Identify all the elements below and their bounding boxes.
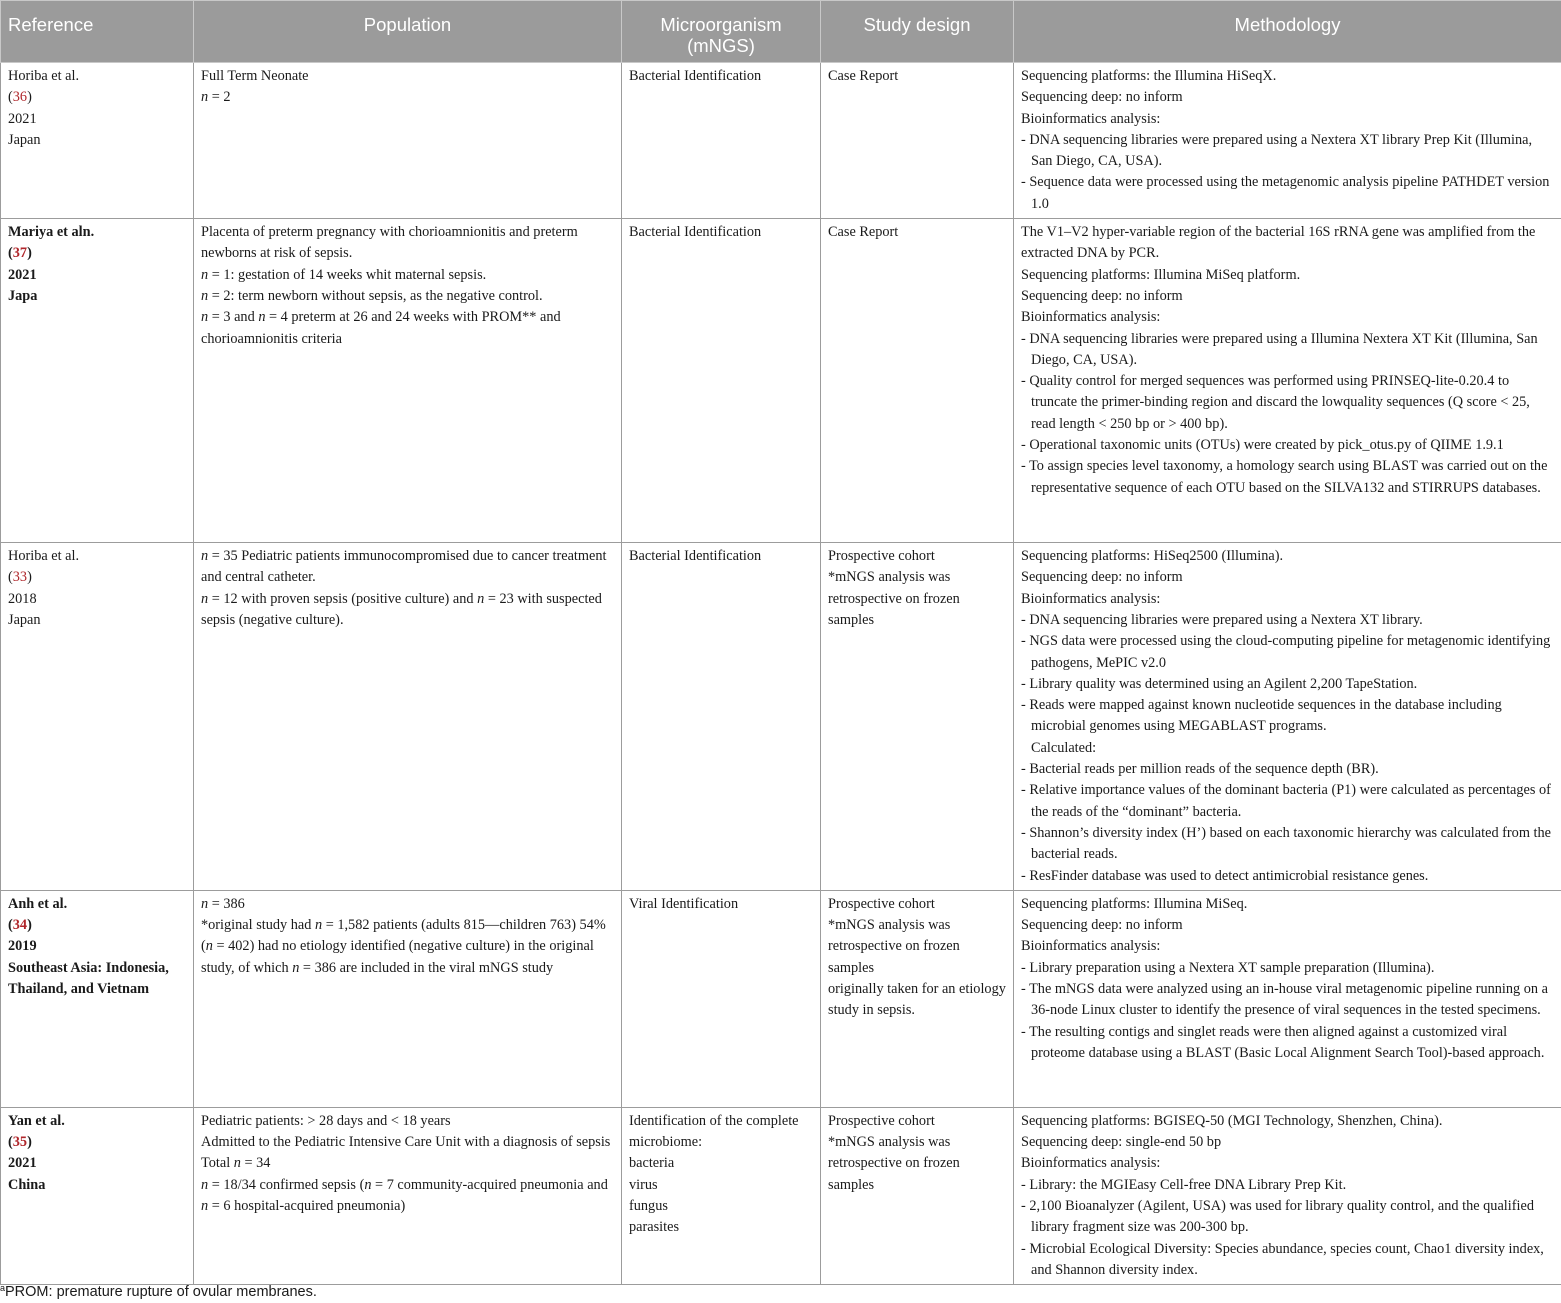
methodology-item: - The mNGS data were analyzed using an in-house viral metagenomic pipeline running on a 36-node Linux cluster to identify the presence of viral sequences in the tested specimens.: [1021, 981, 1548, 1019]
methodology-item: - NGS data were processed using the cloud-computing pipeline for metagenomic identifying pathogens, MePIC v2.0: [1021, 633, 1551, 671]
methodology-cell: [1014, 890, 1561, 1107]
reference-country: Japan: [8, 131, 41, 148]
methodology-item: - Library quality was determined using an Agilent 2,200 TapeStation.: [1021, 675, 1418, 692]
study-design-cell: [821, 219, 1014, 543]
header-study-design: Study design: [821, 1, 1014, 63]
reference-link[interactable]: 35: [12, 1134, 28, 1151]
methodology-item: - To assign species level taxonomy, a homology search using BLAST was carried out on the representative sequence of each OTU based on the SILVA132 and STIRRUPS databases.: [1021, 458, 1548, 496]
header-reference: Reference: [1, 1, 194, 63]
reference-country: Japa: [8, 287, 38, 304]
population-line: Placenta of preterm pregnancy with chorioamnionitis and preterm newborns at risk of sepsis.: [201, 224, 578, 262]
microorganism-line: fungus: [629, 1198, 668, 1215]
reference-author: Horiba et al.: [8, 548, 80, 565]
population-line: n = 12 with proven sepsis (positive culture) and n = 23 with suspected sepsis (negative culture).: [201, 590, 602, 628]
reference-country: China: [8, 1176, 46, 1193]
table-row: [1, 63, 1561, 219]
reference-citation: (36): [8, 89, 32, 106]
reference-year: 2021: [8, 1155, 37, 1172]
methodology-bio-heading: Bioinformatics analysis:: [1021, 1155, 1161, 1172]
methodology-platform: Sequencing platforms: Illumina MiSeq.: [1021, 895, 1248, 912]
population-cell: [194, 543, 622, 891]
microorganism-cell: [622, 63, 821, 219]
microorganism-cell: [622, 890, 821, 1107]
methodology-item: - Bacterial reads per million reads of the sequence depth (BR).: [1021, 761, 1379, 778]
methodology-platform: Sequencing platforms: HiSeq2500 (Illumina).: [1021, 548, 1284, 565]
microorganism-line: Bacterial Identification: [629, 224, 762, 241]
microorganism-line: Viral Identification: [629, 895, 739, 912]
reference-year: 2019: [8, 938, 37, 955]
reference-cell: [1, 890, 194, 1107]
study-design-cell: [821, 1107, 1014, 1284]
microorganism-line: Bacterial Identification: [629, 68, 762, 84]
methodology-depth: Sequencing deep: no inform: [1021, 917, 1183, 934]
methodology-item: - DNA sequencing libraries were prepared using a Illumina Nextera XT Kit (Illumina, San Diego, CA, USA).: [1021, 330, 1538, 368]
population-cell: [194, 890, 622, 1107]
methodology-cell: [1014, 1107, 1561, 1284]
population-line: *original study had n = 1,582 patients (adults 815—children 763) 54% (n = 402) had no etiology identified (negative culture) in the original study, of which n = 386 are included in the viral mNGS study: [201, 917, 606, 976]
microorganism-cell: [622, 219, 821, 543]
methodology-depth: Sequencing deep: no inform: [1021, 287, 1183, 304]
population-line: Admitted to the Pediatric Intensive Care Unit with a diagnosis of sepsis: [201, 1134, 611, 1151]
methodology-depth: Sequencing deep: no inform: [1021, 569, 1183, 586]
reference-country: Japan: [8, 611, 41, 628]
microorganism-line: parasites: [629, 1219, 680, 1236]
study-design-line: Prospective cohort: [828, 548, 935, 565]
table-row: [1, 219, 1561, 543]
study-design-line: originally taken for an etiology study in sepsis.: [828, 981, 1006, 1019]
reference-link[interactable]: 36: [12, 89, 28, 106]
header-microorganism: [622, 1, 821, 63]
methodology-item: - Relative importance values of the dominant bacteria (P1) were calculated as percentages of the reads of the “dominant” bacteria.: [1021, 782, 1551, 820]
population-line: n = 2: [201, 89, 231, 106]
reference-country: Southeast Asia: Indonesia, Thailand, and Vietnam: [8, 959, 169, 998]
methodology-depth: Sequencing deep: single-end 50 bp: [1021, 1134, 1222, 1151]
footnote-marker: a: [0, 1283, 6, 1293]
methodology-item: - The resulting contigs and singlet reads were then aligned against a customized viral proteome database using a BLAST (Basic Local Alignment Search Tool)-based approach.: [1021, 1023, 1545, 1061]
reference-citation: (33): [8, 569, 32, 586]
study-design-line: Case Report: [828, 68, 899, 84]
methodology-calculated-heading: Calculated:: [1031, 739, 1097, 756]
methodology-platform: Sequencing platforms: BGISEQ-50 (MGI Technology, Shenzhen, China).: [1021, 1112, 1443, 1129]
reference-year: 2018: [8, 590, 37, 607]
methodology-item: - Operational taxonomic units (OTUs) were created by pick_otus.py of QIIME 1.9.1: [1021, 437, 1504, 454]
study-design-line: *mNGS analysis was retrospective on frozen samples: [828, 917, 960, 976]
methodology-item: - Sequence data were processed using the metagenomic analysis pipeline PATHDET version 1.0: [1021, 174, 1550, 212]
methodology-bio-heading: Bioinformatics analysis:: [1021, 309, 1161, 326]
table-footnote: [0, 1283, 317, 1300]
methodology-bio-heading: Bioinformatics analysis:: [1021, 938, 1161, 955]
reference-year: 2021: [8, 110, 37, 127]
microorganism-line: Identification of the complete microbiome:: [629, 1112, 799, 1151]
reference-author: Mariya et aln.: [8, 224, 95, 241]
header-row: [1, 1, 1561, 63]
methodology-item: - Quality control for merged sequences was performed using PRINSEQ-lite-0.20.4 to truncate the primer-binding region and discard the lowquality sequences (Q score < 25, read length < 250 bp or > 400 bp).: [1021, 373, 1530, 432]
population-line: Pediatric patients: > 28 days and < 18 years: [201, 1112, 451, 1129]
methodology-platform: Sequencing platforms: the Illumina HiSeqX.: [1021, 68, 1277, 84]
table-row: [1, 890, 1561, 1107]
population-line: n = 386: [201, 895, 245, 912]
methodology-cell: [1014, 543, 1561, 891]
microorganism-line: Bacterial Identification: [629, 548, 762, 565]
microorganism-line: bacteria: [629, 1155, 675, 1172]
reference-author: Anh et al.: [8, 895, 68, 912]
reference-citation: (34): [8, 917, 32, 934]
methodology-item: - ResFinder database was used to detect antimicrobial resistance genes.: [1021, 867, 1429, 884]
population-line: n = 3 and n = 4 preterm at 26 and 24 weeks with PROM** and chorioamnionitis criteria: [201, 309, 561, 347]
microorganism-cell: [622, 1107, 821, 1284]
header-methodology: Methodology: [1014, 1, 1561, 63]
population-line: Full Term Neonate: [201, 68, 309, 84]
table-row: [1, 543, 1561, 891]
study-design-cell: [821, 543, 1014, 891]
reference-citation: (35): [8, 1134, 32, 1151]
population-line: n = 2: term newborn without sepsis, as the negative control.: [201, 287, 543, 304]
study-design-line: Prospective cohort: [828, 1112, 935, 1129]
reference-author: Horiba et al.: [8, 68, 80, 84]
reference-cell: [1, 63, 194, 219]
study-design-cell: [821, 890, 1014, 1107]
microorganism-cell: [622, 543, 821, 891]
population-cell: [194, 1107, 622, 1284]
reference-year: 2021: [8, 266, 37, 283]
reference-link[interactable]: 33: [12, 569, 28, 586]
methodology-item: - 2,100 Bioanalyzer (Agilent, USA) was used for library quality control, and the qualified library fragment size was 200-300 bp.: [1021, 1198, 1534, 1236]
population-cell: [194, 63, 622, 219]
methodology-item: - Shannon’s diversity index (H’) based on each taxonomic hierarchy was calculated from the bacterial reads.: [1021, 824, 1551, 863]
population-line: n = 1: gestation of 14 weeks whit maternal sepsis.: [201, 266, 487, 283]
reference-cell: [1, 1107, 194, 1284]
study-design-line: Prospective cohort: [828, 895, 935, 912]
methodology-item: - DNA sequencing libraries were prepared using a Nextera XT library.: [1021, 611, 1423, 628]
methodology-item: - Microbial Ecological Diversity: Species abundance, species count, Chao1 diversity index, and Shannon diversity index.: [1021, 1240, 1544, 1278]
methodology-item: - Library preparation using a Nextera XT sample preparation (Illumina).: [1021, 959, 1435, 976]
header-microorganism-line1: Microorganism: [660, 14, 782, 35]
population-line: n = 18/34 confirmed sepsis (n = 7 community-acquired pneumonia and n = 6 hospital-acquired pneumonia): [201, 1176, 608, 1215]
reference-cell: [1, 543, 194, 891]
reference-cell: [1, 219, 194, 543]
methodology-depth: Sequencing deep: no inform: [1021, 89, 1183, 106]
methodology-cell: [1014, 63, 1561, 219]
population-line: n = 35 Pediatric patients immunocompromised due to cancer treatment and central catheter.: [201, 548, 607, 586]
methodology-item: - DNA sequencing libraries were prepared using a Nextera XT library Prep Kit (Illumina, San Diego, CA, USA).: [1021, 131, 1533, 170]
microorganism-line: virus: [629, 1176, 658, 1193]
table-row: [1, 1107, 1561, 1284]
methodology-item: - Reads were mapped against known nucleotide sequences in the database including microbial genomes using MEGABLAST programs.: [1021, 697, 1502, 735]
reference-link[interactable]: 34: [12, 917, 28, 934]
population-cell: [194, 219, 622, 543]
study-design-line: *mNGS analysis was retrospective on frozen samples: [828, 1134, 960, 1193]
header-population: Population: [194, 1, 622, 63]
footnote-text: PROM: premature rupture of ovular membranes.: [5, 1284, 317, 1300]
population-line: Total n = 34: [201, 1155, 271, 1172]
methodology-platform: Sequencing platforms: Illumina MiSeq platform.: [1021, 266, 1301, 283]
header-microorganism-line2: (mNGS): [687, 35, 755, 56]
study-design-line: *mNGS analysis was retrospective on frozen samples: [828, 569, 960, 628]
reference-citation: (37): [8, 245, 32, 262]
methodology-item: - Library: the MGIEasy Cell-free DNA Library Prep Kit.: [1021, 1176, 1347, 1193]
methodology-bio-heading: Bioinformatics analysis:: [1021, 110, 1161, 127]
reference-link[interactable]: 37: [12, 245, 28, 262]
methodology-intro: The V1–V2 hyper-variable region of the bacterial 16S rRNA gene was amplified from the extracted DNA by PCR.: [1021, 224, 1536, 262]
methodology-bio-heading: Bioinformatics analysis:: [1021, 590, 1161, 607]
study-design-cell: [821, 63, 1014, 219]
reference-author: Yan et al.: [8, 1112, 65, 1129]
methodology-cell: [1014, 219, 1561, 543]
study-design-line: Case Report: [828, 224, 899, 241]
